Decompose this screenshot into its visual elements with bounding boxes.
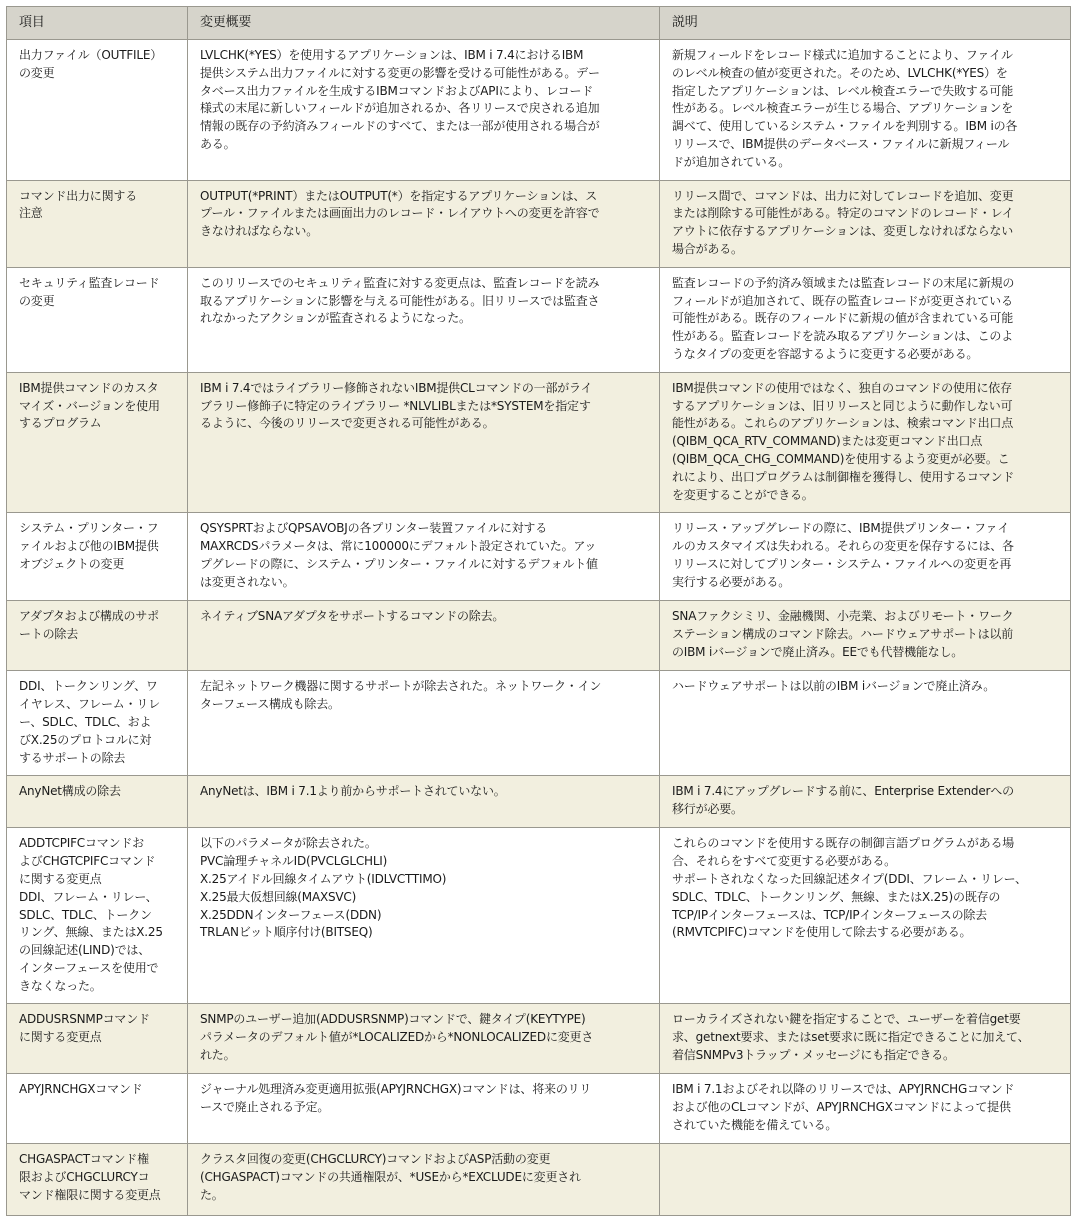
header-item: 項目 — [7, 7, 188, 40]
row-detail: IBM i 7.4にアップグレードする前に、Enterprise Extenderへの 移行が必要。 — [660, 776, 1071, 828]
row-detail: SNAファクシミリ、金融機関、小売業、およびリモート・ワーク ステーション構成のコマンド除去。ハードウェアサポートは以前 のIBM iバージョンで廃止済み。EEでも代替機能なし。 — [660, 601, 1071, 671]
row-item: AnyNet構成の除去 — [7, 776, 188, 828]
row-detail: IBM i 7.1およびそれ以降のリリースでは、APYJRNCHGコマンド および他のCLコマンドが、APYJRNCHGXコマンドによって提供 されていた機能を備えている。 — [660, 1074, 1071, 1144]
row-summary: 左記ネットワーク機器に関するサポートが除去された。ネットワーク・イン ターフェース構成も除去。 — [188, 671, 660, 776]
table-row — [7, 180, 1071, 267]
table-row — [7, 267, 1071, 372]
table-row — [7, 40, 1071, 181]
row-detail: ハードウェアサポートは以前のIBM iバージョンで廃止済み。 — [660, 671, 1071, 776]
row-item: 出力ファイル（OUTFILE） の変更 — [7, 40, 188, 181]
row-item: システム・プリンター・フ ァイルおよび他のIBM提供 オブジェクトの変更 — [7, 513, 188, 601]
table-row — [7, 372, 1071, 513]
row-item: ADDTCPIFCコマンドお よびCHGTCPIFCコマンド に関する変更点 DDI、フレーム・リレー、 SDLC、TDLC、トークン リング、無線、またはX.25 の回線記述(LIND)では、 インターフェースを使用で きなくなった。 — [7, 828, 188, 1004]
row-item: コマンド出力に関する 注意 — [7, 180, 188, 267]
row-detail: リリース間で、コマンドは、出力に対してレコードを追加、変更 または削除する可能性がある。特定のコマンドのレコード・レイ アウトに依存するアプリケーションは、変更しなければならない 場合がある。 — [660, 180, 1071, 267]
row-summary: クラスタ回復の変更(CHGCLURCY)コマンドおよびASP活動の変更 (CHGASPACT)コマンドの共通権限が、*USEから*EXCLUDEに変更され た。 — [188, 1144, 660, 1216]
header-detail: 説明 — [660, 7, 1071, 40]
table-row — [7, 1144, 1071, 1216]
row-detail: リリース・アップグレードの際に、IBM提供プリンター・ファイ ルのカスタマイズは失われる。それらの変更を保存するには、各 リリースに対してプリンター・システム・ファイルへの変更を再 実行する必要がある。 — [660, 513, 1071, 601]
row-detail: これらのコマンドを使用する既存の制御言語プログラムがある場 合、それらをすべて変更する必要がある。 サポートされなくなった回線記述タイプ(DDI、フレーム・リレー、 SDLC、TDLC、トークンリング、無線、またはX.25)の既存の TCP/IPインターフェースは、TCP/IPインターフェースの除去 (RMVTCPIFC)コマンドを使用して除去する必要がある。 — [660, 828, 1071, 1004]
row-detail: ローカライズされない鍵を指定することで、ユーザーを着信get要 求、getnext要求、またはset要求に既に指定できることに加えて、 着信SNMPv3トラップ・メッセージにも指定できる。 — [660, 1004, 1071, 1074]
header-summary: 変更概要 — [188, 7, 660, 40]
row-detail — [660, 1144, 1071, 1216]
table-row — [7, 513, 1071, 601]
row-summary: このリリースでのセキュリティ監査に対する変更点は、監査レコードを読み 取るアプリケーションに影響を与える可能性がある。旧リリースでは監査さ れなかったアクションが監査されるようになった。 — [188, 267, 660, 372]
row-summary: QSYSPRTおよびQPSAVOBJの各プリンター装置ファイルに対する MAXRCDSパラメータは、常に100000にデフォルト設定されていた。アッ プグレードの際に、システム・プリンター・ファイルに対するデフォルト値 は変更されない。 — [188, 513, 660, 601]
table-row — [7, 1074, 1071, 1144]
row-detail: 新規フィールドをレコード様式に追加することにより、ファイル のレベル検査の値が変更された。そのため、LVLCHK(*YES）を 指定したアプリケーションは、レベル検査エラーで失敗する可能 性がある。レベル検査エラーが生じる場合、アプリケーションを 調べて、使用しているシステム・ファイルを判別する。IBM iの各 リリースで、IBM提供のデータベース・ファイルに新規フィール ドが追加されている。 — [660, 40, 1071, 181]
row-summary: SNMPのユーザー追加(ADDUSRSNMP)コマンドで、鍵タイプ(KEYTYPE) パラメータのデフォルト値が*LOCALIZEDから*NONLOCALIZEDに変更さ れた。 — [188, 1004, 660, 1074]
table-row — [7, 1004, 1071, 1074]
table-row — [7, 828, 1071, 1004]
row-item: ADDUSRSNMPコマンド に関する変更点 — [7, 1004, 188, 1074]
row-summary: 以下のパラメータが除去された。 PVC論理チャネルID(PVCLGLCHLI) X.25アイドル回線タイムアウト(IDLVCTTIMO) X.25最大仮想回線(MAXSVC) X.25DDNインターフェース(DDN) TRLANビット順序付け(BITSEQ) — [188, 828, 660, 1004]
row-summary: IBM i 7.4ではライブラリー修飾されないIBM提供CLコマンドの一部がライ ブラリー修飾子に特定のライブラリー *NLVLIBLまたは*SYSTEMを指定す るように、今後のリリースで変更される可能性がある。 — [188, 372, 660, 513]
row-summary: AnyNetは、IBM i 7.1より前からサポートされていない。 — [188, 776, 660, 828]
table-row — [7, 671, 1071, 776]
table-header-row — [7, 7, 1071, 40]
row-item: セキュリティ監査レコード の変更 — [7, 267, 188, 372]
row-detail: 監査レコードの予約済み領域または監査レコードの末尾に新規の フィールドが追加されて、既存の監査レコードが変更されている 可能性がある。既存のフィールドに新規の値が含まれている可能 性がある。監査レコードを読み取るアプリケーションは、このよ うなタイプの変更を容認するように変更する必要がある。 — [660, 267, 1071, 372]
table-row — [7, 601, 1071, 671]
row-summary: ジャーナル処理済み変更適用拡張(APYJRNCHGX)コマンドは、将来のリリ ースで廃止される予定。 — [188, 1074, 660, 1144]
row-item: DDI、トークンリング、ワ イヤレス、フレーム・リレ ー、SDLC、TDLC、およ びX.25のプロトコルに対 するサポートの除去 — [7, 671, 188, 776]
row-item: CHGASPACTコマンド権 限およびCHGCLURCYコ マンド権限に関する変更点 — [7, 1144, 188, 1216]
row-summary: OUTPUT(*PRINT）またはOUTPUT(*）を指定するアプリケーションは、ス プール・ファイルまたは画面出力のレコード・レイアウトへの変更を許容で きなければならない。 — [188, 180, 660, 267]
row-item: IBM提供コマンドのカスタ マイズ・バージョンを使用 するプログラム — [7, 372, 188, 513]
row-item: アダプタおよび構成のサポ ートの除去 — [7, 601, 188, 671]
row-item: APYJRNCHGXコマンド — [7, 1074, 188, 1144]
row-detail: IBM提供コマンドの使用ではなく、独自のコマンドの使用に依存 するアプリケーションは、旧リリースと同じように動作しない可 能性がある。これらのアプリケーションは、検索コマンド出口点 (QIBM_QCA_RTV_COMMAND)または変更コマンド出口点 (QIBM_QCA_CHG_COMMAND)を使用するよう変更が必要。こ れにより、出口プログラムは制御権を獲得し、使用するコマンド を変更することができる。 — [660, 372, 1071, 513]
table-row — [7, 776, 1071, 828]
row-summary: LVLCHK(*YES）を使用するアプリケーションは、IBM i 7.4におけるIBM 提供システム出力ファイルに対する変更の影響を受ける可能性がある。デー タベース出力ファイルを生成するIBMコマンドおよびAPIにより、レコード 様式の末尾に新しいフィールドが追加されるか、各リリースで戻される追加 情報の既存の予約済みフィールドのすべて、または一部が使用される場合が ある。 — [188, 40, 660, 181]
changes-table — [6, 6, 1071, 1216]
row-summary: ネイティブSNAアダプタをサポートするコマンドの除去。 — [188, 601, 660, 671]
